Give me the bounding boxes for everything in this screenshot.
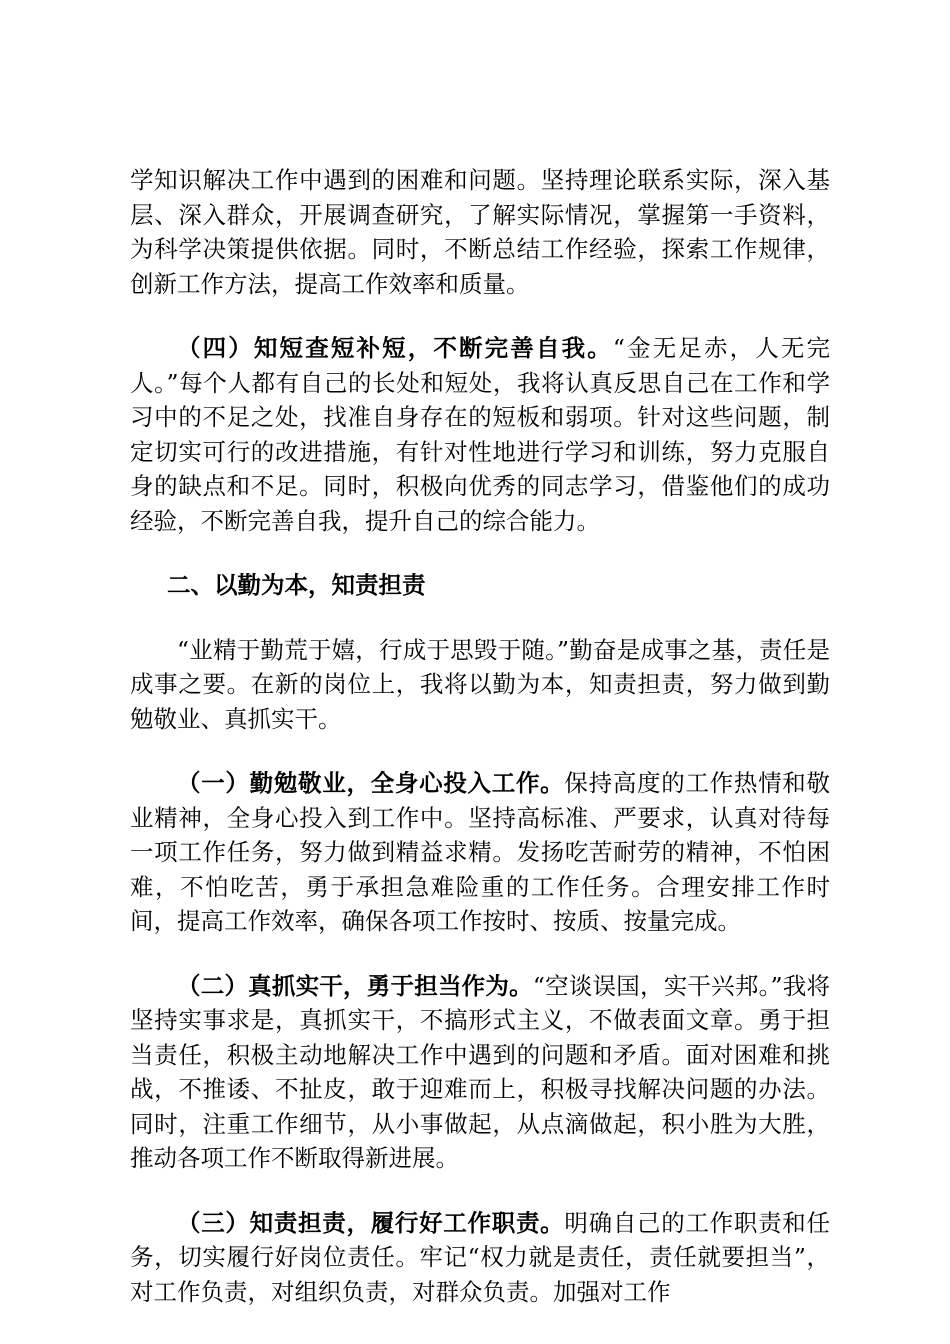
paragraph-subsection-2 xyxy=(130,969,830,1176)
subsection-1-body: 保持高度的工作热情和敬业精神，全身心投入到工作中。坚持高标准、严要求，认真对待每一项工作任务，努力做到精益求精。发扬吃苦耐劳的精神，不怕困难，不怕吃苦，勇于承担急难险重的工作任务。合理安排工作时间，提高工作效率，确保各项工作按时、按质、按量完成。 xyxy=(130,769,831,935)
paragraph-chapter-2-intro: “业精于勤荒于嬉，行成于思毁于随。”勤奋是成事之基，责任是成事之要。在新的岗位上，我将以勤为本，知责担责，努力做到勤勉敬业、真抓实干。 xyxy=(130,635,830,733)
paragraph-subsection-1 xyxy=(130,766,830,939)
subsection-1-heading: （一）勤勉敬业，全身心投入工作。 xyxy=(177,769,565,797)
paragraph-subsection-3 xyxy=(130,1206,830,1310)
subsection-2-body: “空谈误国，实干兴邦。”我将坚持实事求是，真抓实干，不搞形式主义，不做表面文章。勇于担当责任，积极主动地解决工作中遇到的问题和矛盾。面对困难和挑战，不推诿、不扯皮，敢于迎难而上，积极寻找解决问题的办法。同时，注重工作细节，从小事做起，从点滴做起，积小胜为大胜，推动各项工作不断取得新进展。 xyxy=(130,971,831,1172)
subsection-2-heading: （二）真抓实干，勇于担当作为。 xyxy=(177,971,533,1000)
paragraph-continuation: 学知识解决工作中遇到的困难和问题。坚持理论联系实际，深入基层、深入群众，开展调查研究，了解实际情况，掌握第一手资料，为科学决策提供依据。同时，不断总结工作经验，探索工作规律，创新工作方法，提高工作效率和质量。 xyxy=(130,166,830,298)
chapter-2-heading: 二、以勤为本，知责担责 xyxy=(167,571,426,599)
section-4-heading: （四）知短查短补短，不断完善自我。 xyxy=(177,334,613,362)
paragraph-section-4 xyxy=(130,331,830,538)
document-page xyxy=(130,163,830,1339)
section-4-body: “金无足赤，人无完人。”每个人都有自己的长处和短处，我将认真反思自己在工作和学习中的不足之处，找准自身存在的短板和弱项。针对这些问题，制定切实可行的改进措施，有针对性地进行学习和训练，努力克服自身的缺点和不足。同时，积极向优秀的同志学习，借鉴他们的成功经验，不断完善自我，提升自己的综合能力。 xyxy=(130,334,831,535)
subsection-3-heading: （三）知责担责，履行好工作职责。 xyxy=(177,1208,565,1237)
subsection-3-body: 明确自己的工作职责和任务，切实履行好岗位责任。牢记“权力就是责任，责任就要担当”，对工作负责，对组织负责，对群众负责。加强对工作 xyxy=(130,1208,831,1306)
